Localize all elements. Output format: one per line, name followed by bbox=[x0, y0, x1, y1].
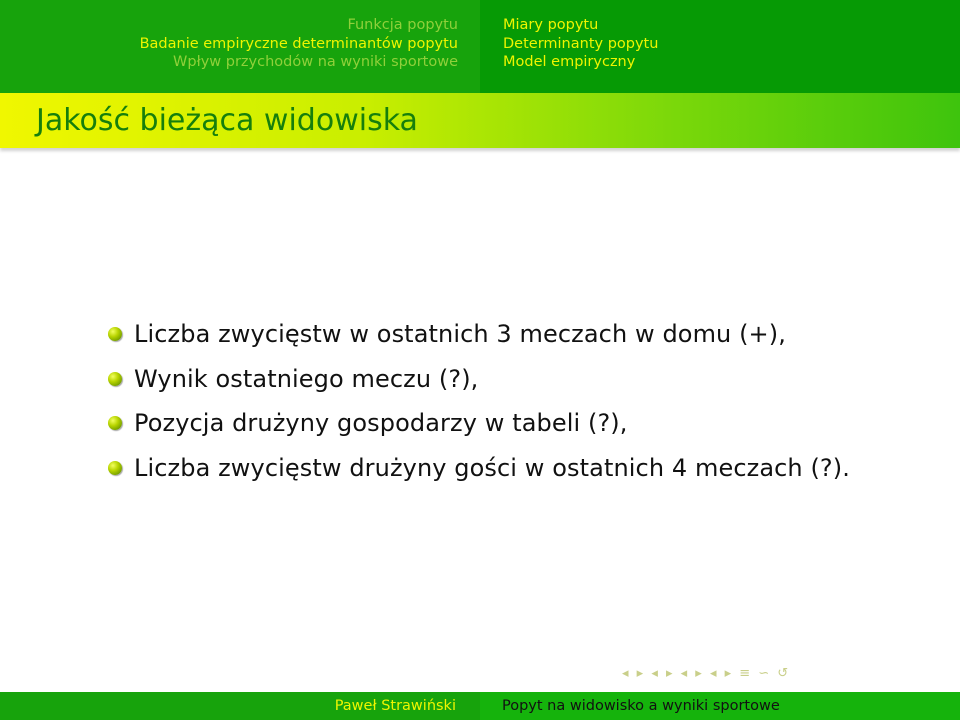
footer-author: Paweł Strawiński bbox=[334, 698, 456, 714]
ball-bullet-icon bbox=[108, 372, 122, 386]
list-item bbox=[104, 312, 924, 357]
subsection-link-miary-popytu[interactable]: Miary popytu bbox=[503, 17, 599, 33]
ball-bullet-icon bbox=[108, 416, 122, 430]
frame-title: Jakość bieżąca widowiska bbox=[36, 103, 418, 138]
list-item bbox=[104, 446, 924, 491]
section-navigation bbox=[0, 0, 480, 93]
footer-title: Popyt na widowisko a wyniki sportowe bbox=[502, 698, 780, 714]
list-item bbox=[104, 357, 924, 402]
subsection-navigation bbox=[480, 0, 960, 93]
header-navigation bbox=[0, 0, 960, 93]
section-link-badanie-empiryczne[interactable]: Badanie empiryczne determinantów popytu bbox=[139, 35, 458, 52]
subsection-link-determinanty-popytu[interactable]: Determinanty popytu bbox=[503, 35, 659, 52]
list-item-text: Wynik ostatniego meczu (?), bbox=[134, 364, 479, 393]
footer-title-box bbox=[480, 692, 960, 720]
footer bbox=[0, 692, 960, 720]
ball-bullet-icon bbox=[108, 327, 122, 341]
section-link-funkcja-popytu[interactable]: Funkcja popytu bbox=[347, 17, 458, 33]
list-item-text: Pozycja drużyny gospodarzy w tabeli (?), bbox=[134, 409, 628, 438]
section-link-wplyw-przychodow[interactable]: Wpływ przychodów na wyniki sportowe bbox=[173, 54, 458, 70]
footer-author-box bbox=[0, 692, 480, 720]
list-item bbox=[104, 401, 924, 446]
ball-bullet-icon bbox=[108, 461, 122, 475]
frame-title-bar bbox=[0, 93, 960, 148]
beamer-navigation-icons[interactable]: ◂ ▸ ◂ ▸ ◂ ▸ ◂ ▸ ≡ ∽ ↺ bbox=[622, 666, 791, 681]
bullet-list bbox=[104, 312, 924, 490]
subsection-link-model-empiryczny[interactable]: Model empiryczny bbox=[503, 54, 636, 70]
list-item-text: Liczba zwycięstw w ostatnich 3 meczach w domu (+), bbox=[134, 320, 786, 349]
list-item-text: Liczba zwycięstw drużyny gości w ostatnich 4 meczach (?). bbox=[134, 453, 850, 482]
